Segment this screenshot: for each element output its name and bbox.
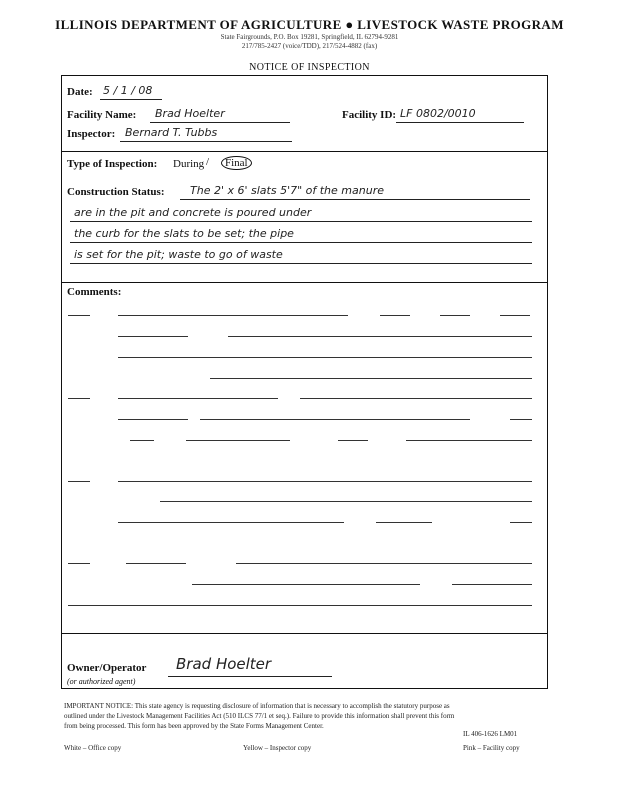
option-separator: / [206, 156, 210, 168]
comment-line [68, 563, 90, 564]
comment-line [452, 584, 532, 585]
construction-underline [180, 199, 530, 200]
important-notice-line-3: from being processed. This form has been approved by the State Forms Management Center. [64, 722, 324, 730]
comments-label: Comments: [67, 286, 122, 298]
owner-operator-label: Owner/Operator [67, 662, 147, 674]
comment-line [236, 563, 532, 564]
inspector-label: Inspector: [67, 128, 116, 140]
copy-yellow: Yellow – Inspector copy [243, 744, 312, 752]
comment-line [68, 398, 90, 399]
copy-pink: Pink – Facility copy [463, 744, 520, 752]
department-title: ILLINOIS DEPARTMENT OF AGRICULTURE ● LIVESTOCK WASTE PROGRAM [55, 17, 564, 32]
facility-id-underline [396, 122, 524, 123]
construction-underline [70, 263, 532, 264]
type-during-option: During [173, 158, 205, 170]
comment-line [68, 315, 90, 316]
comment-line [510, 419, 532, 420]
comment-line [338, 440, 368, 441]
facility-id-label: Facility ID: [342, 109, 397, 121]
comment-line [406, 440, 532, 441]
date-value: 5 / 1 / 08 [103, 84, 153, 97]
notice-title: NOTICE OF INSPECTION [249, 62, 370, 73]
comment-line [192, 584, 420, 585]
owner-signature: Brad Hoelter [176, 655, 272, 673]
comment-line [118, 522, 344, 523]
construction-underline [70, 242, 532, 243]
comment-line [118, 398, 278, 399]
facility-id-value: LF 0802/0010 [400, 107, 476, 120]
comment-line [68, 481, 90, 482]
signature-underline [168, 676, 332, 677]
important-notice-line-2: outlined under the Livestock Management Facilities Act (510 ILCS 77/1 et seq.). Failure to provide this information shall prevent this form [64, 712, 455, 720]
construction-underline [70, 221, 532, 222]
type-of-inspection-label: Type of Inspection: [67, 158, 158, 170]
comment-line [210, 378, 532, 379]
copy-white: White – Office copy [64, 744, 122, 752]
department-address: State Fairgrounds, P.O. Box 19281, Springfield, IL 62794-9281 [220, 33, 399, 41]
facility-name-value: Brad Hoelter [155, 107, 225, 120]
comment-line [200, 419, 470, 420]
comment-line [500, 315, 530, 316]
construction-line-1: The 2' x 6' slats 5'7" of the manure [190, 184, 384, 197]
comment-line [118, 357, 532, 358]
form-number: IL 406-1626 LM01 [463, 730, 518, 738]
comment-line [440, 315, 470, 316]
construction-line-4: is set for the pit; waste to go of waste [74, 248, 283, 261]
comment-line [510, 522, 532, 523]
section-divider [62, 633, 547, 634]
comment-line [186, 440, 290, 441]
section-divider [62, 151, 547, 152]
comment-line [118, 336, 188, 337]
construction-line-3: the curb for the slats to be set; the pipe [74, 227, 294, 240]
comment-line [160, 501, 532, 502]
comment-line [126, 563, 186, 564]
comment-line [118, 315, 348, 316]
date-underline [100, 99, 162, 100]
comment-line [118, 419, 188, 420]
construction-status-label: Construction Status: [67, 186, 165, 198]
construction-line-2: are in the pit and concrete is poured under [74, 206, 312, 219]
comment-line [118, 481, 532, 482]
owner-operator-sublabel: (or authorized agent) [67, 677, 136, 686]
section-divider [62, 282, 547, 283]
date-label: Date: [67, 86, 93, 98]
inspector-underline [120, 141, 292, 142]
comment-line [130, 440, 154, 441]
important-notice-line-1: IMPORTANT NOTICE: This state agency is requesting disclosure of information that is necessary to accomplish the statutory purpose as [64, 702, 450, 710]
type-final-option: Final [221, 156, 252, 170]
inspector-value: Bernard T. Tubbs [125, 126, 218, 139]
comment-line [380, 315, 410, 316]
comment-line [376, 522, 432, 523]
department-phones: 217/785-2427 (voice/TDD), 217/524-4882 (fax) [241, 42, 378, 50]
facility-name-underline [150, 122, 290, 123]
comment-line [228, 336, 532, 337]
comment-line [300, 398, 532, 399]
comment-line [68, 605, 532, 606]
facility-name-label: Facility Name: [67, 109, 137, 121]
